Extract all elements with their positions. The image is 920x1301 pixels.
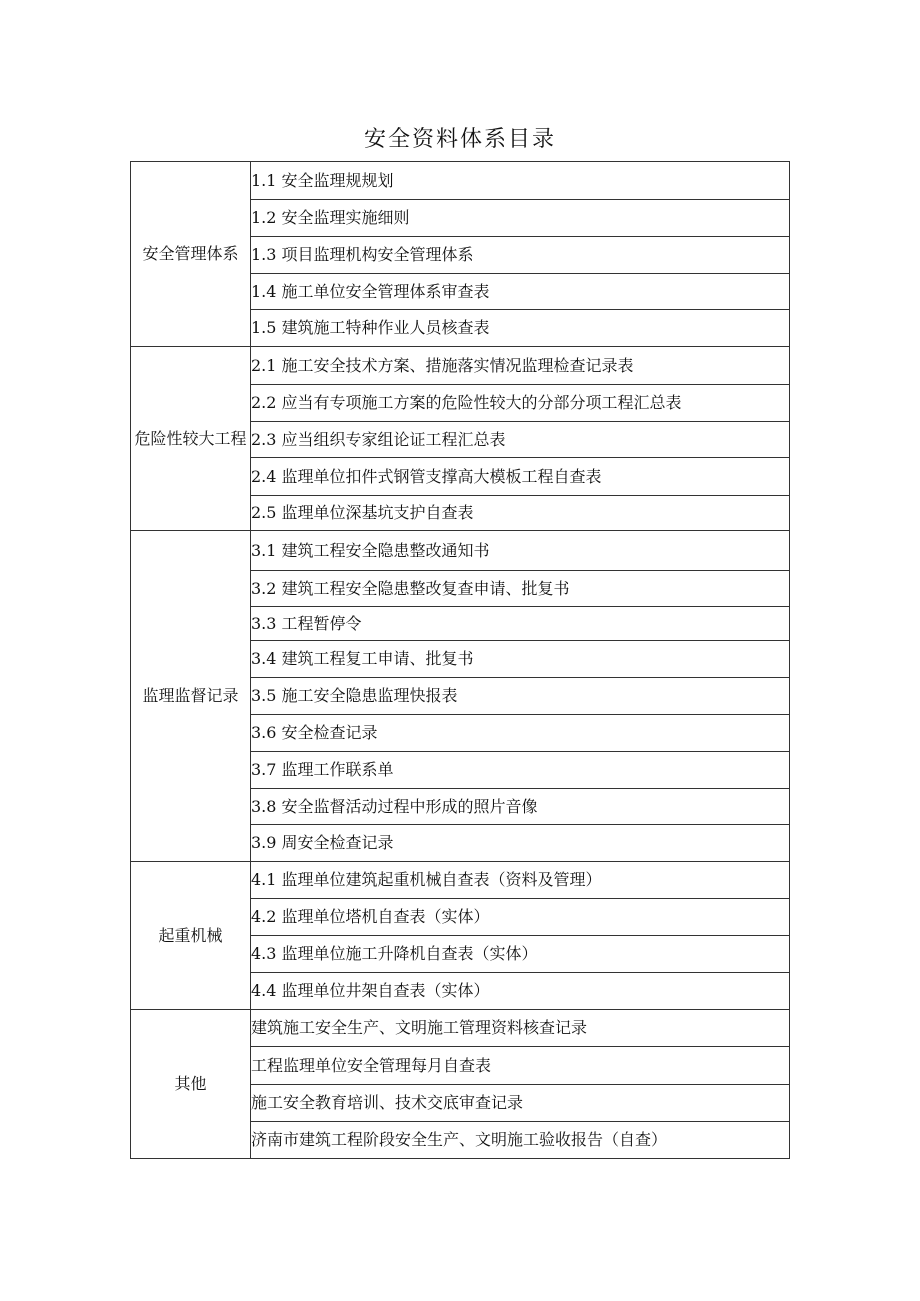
catalog-item: 济南市建筑工程阶段安全生产、文明施工验收报告（自查） [251,1122,790,1159]
catalog-item: 3.2 建筑工程安全隐患整改复查申请、批复书 [251,571,790,607]
catalog-item: 1.5 建筑施工特种作业人员核查表 [251,310,790,347]
catalog-item: 3.5 施工安全隐患监理快报表 [251,678,790,715]
catalog-item: 4.2 监理单位塔机自查表（实体） [251,899,790,936]
catalog-item: 1.2 安全监理实施细则 [251,200,790,237]
catalog-item: 4.4 监理单位井架自查表（实体） [251,973,790,1010]
catalog-item: 工程监理单位安全管理每月自查表 [251,1047,790,1085]
category-cell: 其他 [131,1010,251,1159]
category-cell: 安全管理体系 [131,162,251,347]
catalog-item: 3.1 建筑工程安全隐患整改通知书 [251,531,790,571]
catalog-item: 3.8 安全监督活动过程中形成的照片音像 [251,789,790,825]
catalog-item: 3.7 监理工作联系单 [251,752,790,789]
catalog-item: 施工安全教育培训、技术交底审查记录 [251,1085,790,1122]
catalog-item: 2.5 监理单位深基坑支护自查表 [251,496,790,531]
catalog-item: 3.9 周安全检查记录 [251,825,790,862]
table-row [131,531,790,571]
catalog-item: 2.2 应当有专项施工方案的危险性较大的分部分项工程汇总表 [251,385,790,422]
catalog-item: 3.6 安全检查记录 [251,715,790,752]
catalog-item: 2.4 监理单位扣件式钢管支撑高大模板工程自查表 [251,458,790,496]
catalog-item: 1.3 项目监理机构安全管理体系 [251,237,790,274]
catalog-item: 4.1 监理单位建筑起重机械自查表（资料及管理） [251,862,790,899]
catalog-item: 3.4 建筑工程复工申请、批复书 [251,641,790,678]
table-row [131,162,790,200]
table-row [131,862,790,899]
catalog-item: 建筑施工安全生产、文明施工管理资料核查记录 [251,1010,790,1047]
table-row [131,347,790,385]
catalog-item: 2.3 应当组织专家组论证工程汇总表 [251,422,790,458]
page-title: 安全资料体系目录 [363,127,556,152]
catalog-item: 1.4 施工单位安全管理体系审查表 [251,274,790,310]
table-row [131,1010,790,1047]
catalog-table [130,161,790,1159]
catalog-item: 2.1 施工安全技术方案、措施落实情况监理检查记录表 [251,347,790,385]
catalog-item: 4.3 监理单位施工升降机自查表（实体） [251,936,790,973]
catalog-item: 3.3 工程暂停令 [251,607,790,641]
catalog-item: 1.1 安全监理规规划 [251,162,790,200]
category-cell: 监理监督记录 [131,531,251,862]
category-cell: 起重机械 [131,862,251,1010]
category-cell: 危险性较大工程 [131,347,251,531]
